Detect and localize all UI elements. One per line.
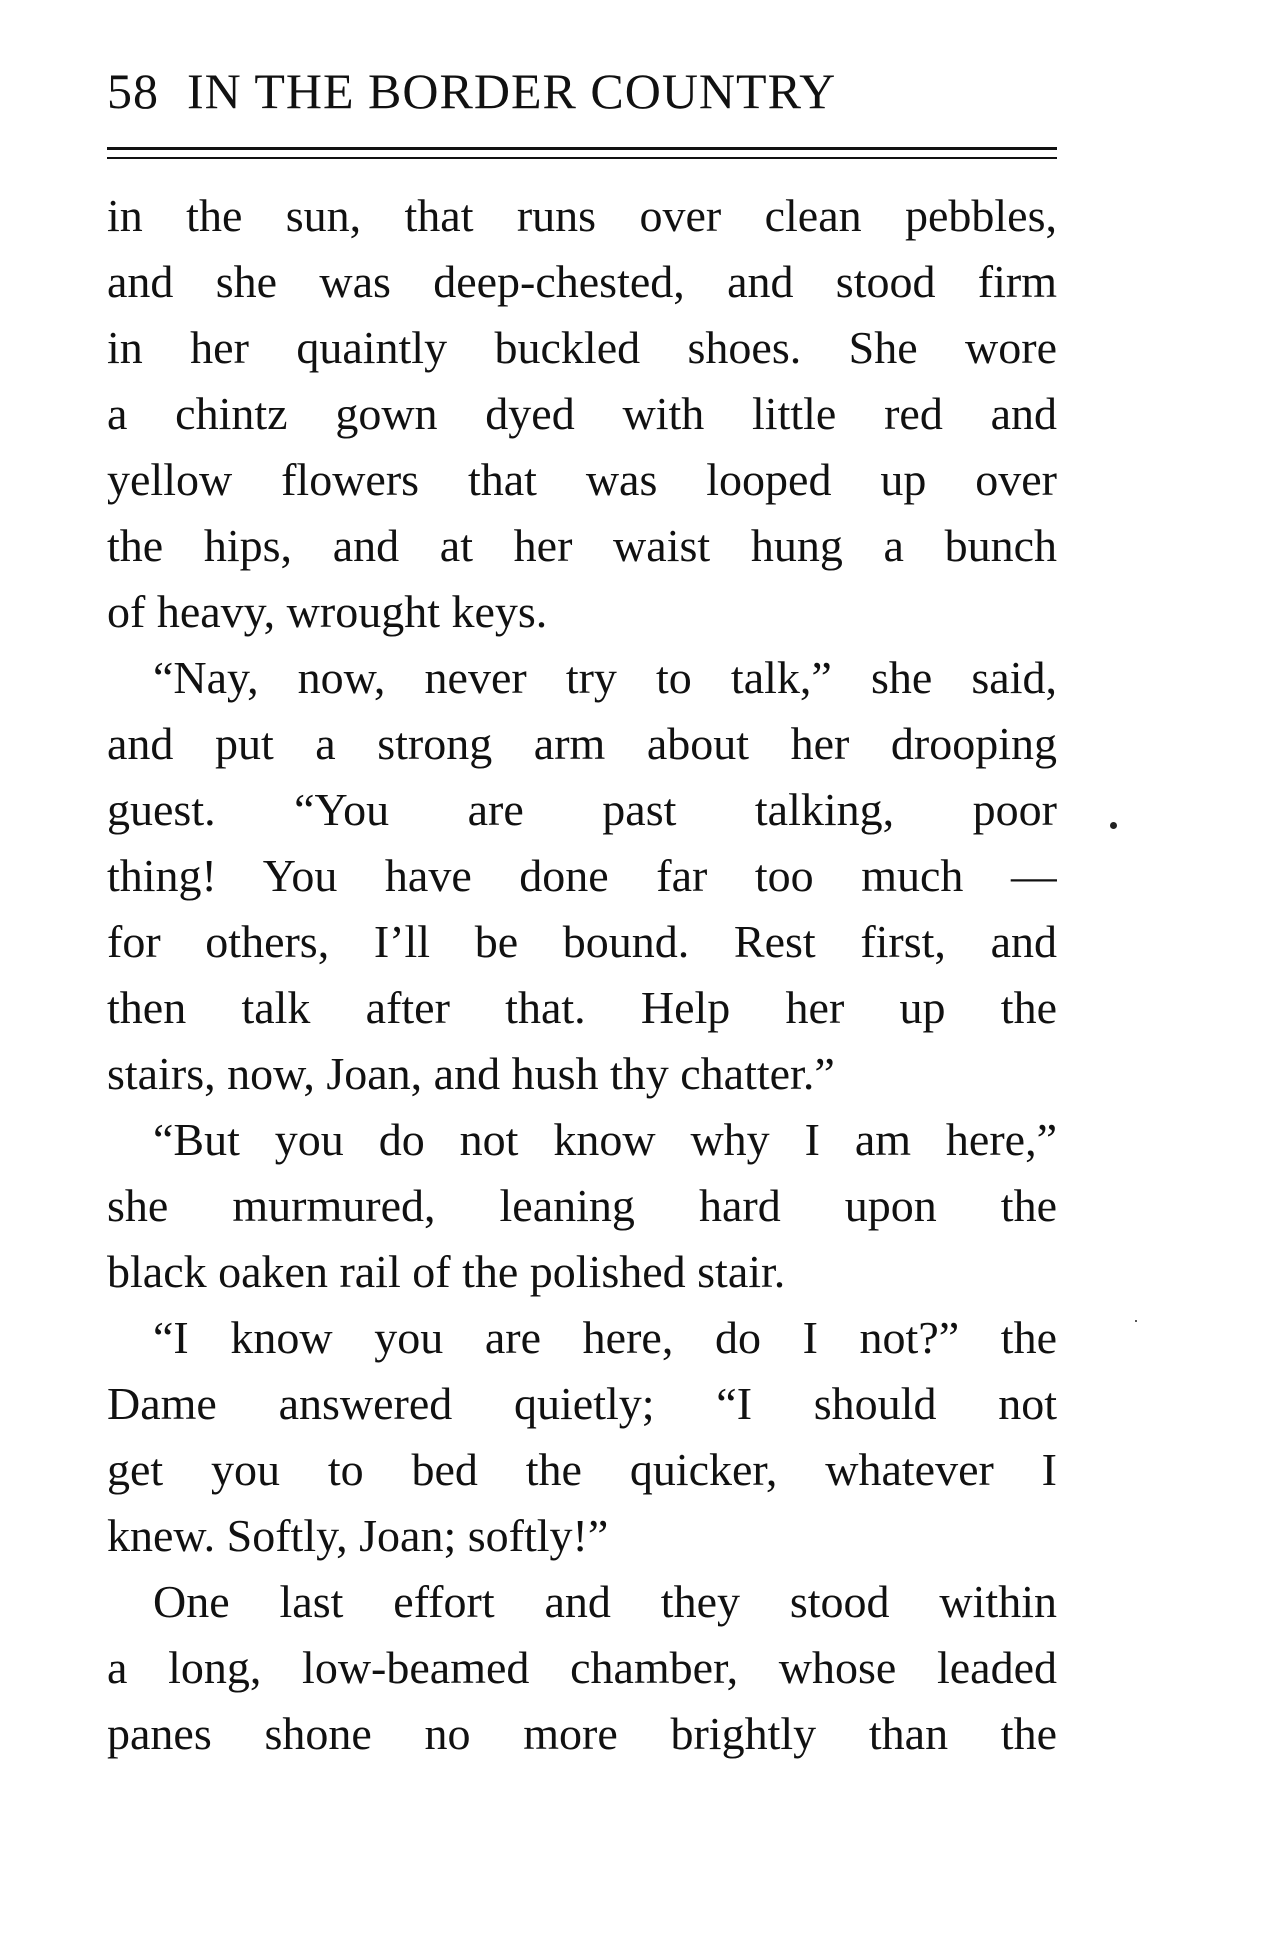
text-line: the hips, and at her waist hung a bunch [107, 520, 1057, 571]
text-line: panes shone no more brightly than the [107, 1708, 1057, 1759]
text-line: then talk after that. Help her up the [107, 982, 1057, 1033]
text-line: for others, I’ll be bound. Rest first, and [107, 916, 1057, 967]
ink-speck [1135, 1320, 1137, 1322]
text-line: and put a strong arm about her drooping [107, 718, 1057, 769]
text-line: a chintz gown dyed with little red and [107, 388, 1057, 439]
text-line: in the sun, that runs over clean pebbles, [107, 190, 1057, 241]
text-line: black oaken rail of the polished stair. [107, 1246, 786, 1297]
ink-speck [1110, 822, 1117, 829]
text-line: she murmured, leaning hard upon the [107, 1180, 1057, 1231]
text-line: guest. “You are past talking, poor [107, 784, 1057, 835]
header-rule-bottom [107, 157, 1057, 159]
text-line: in her quaintly buckled shoes. She wore [107, 322, 1057, 373]
text-line: knew. Softly, Joan; softly!” [107, 1510, 609, 1561]
text-line: “I know you are here, do I not?” the [153, 1312, 1057, 1363]
text-line: thing! You have done far too much — [107, 850, 1057, 901]
body-text [107, 183, 1057, 1767]
text-line: stairs, now, Joan, and hush thy chatter.” [107, 1048, 835, 1099]
header-rule-top [107, 147, 1057, 150]
text-line: get you to bed the quicker, whatever I [107, 1444, 1057, 1495]
text-line: “Nay, now, never try to talk,” she said, [153, 652, 1057, 703]
text-line: Dame answered quietly; “I should not [107, 1378, 1057, 1429]
text-line: a long, low-beamed chamber, whose leaded [107, 1642, 1057, 1693]
text-line: One last effort and they stood within [153, 1576, 1057, 1627]
page-number: 58 [107, 63, 159, 119]
text-line: yellow flowers that was looped up over [107, 454, 1057, 505]
text-line: “But you do not know why I am here,” [153, 1114, 1057, 1165]
text-line: and she was deep-chested, and stood firm [107, 256, 1057, 307]
running-header [107, 62, 1057, 132]
running-title: IN THE BORDER COUNTRY [187, 63, 837, 119]
text-line: of heavy, wrought keys. [107, 586, 548, 637]
